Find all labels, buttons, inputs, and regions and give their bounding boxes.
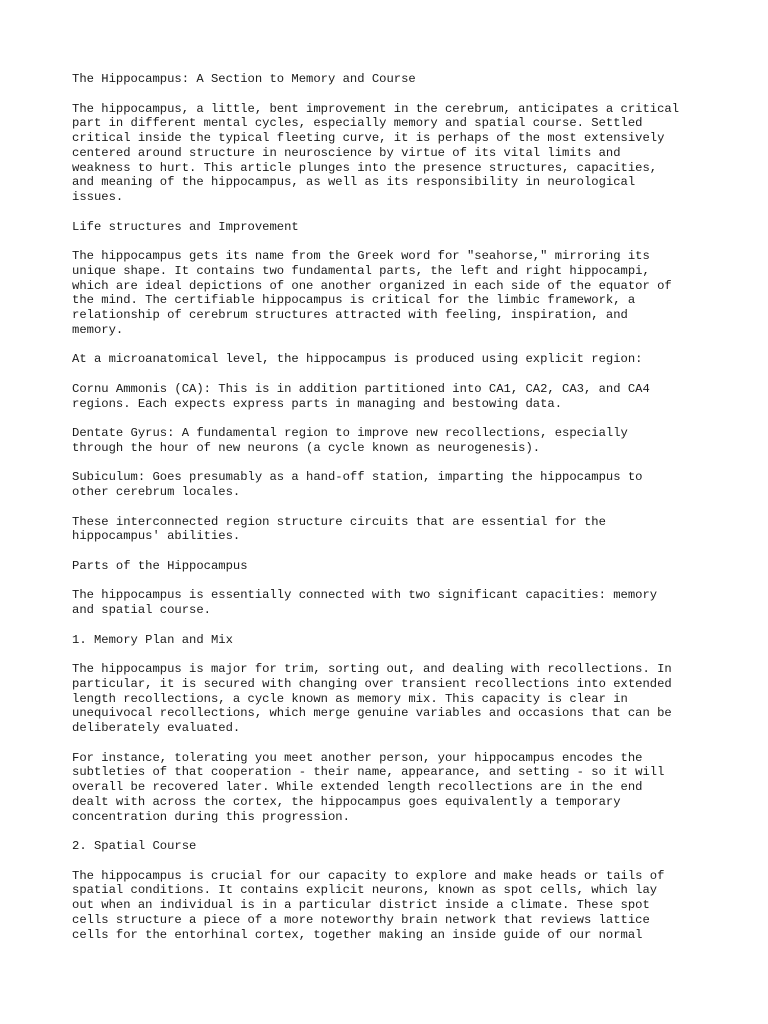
- cornu-ammonis-paragraph: Cornu Ammonis (CA): This is in addition partitioned into CA1, CA2, CA3, and CA4 regions. Each expects express parts in managing and bestowing data.: [72, 381, 650, 411]
- microanatomy-paragraph: At a microanatomical level, the hippocampus is produced using explicit region:: [72, 352, 643, 367]
- spatial-paragraph: The hippocampus is crucial for our capacity to explore and make heads or tails of spatial conditions. It contains explicit neurons, known as spot cells, which lay out when an individual is in a particular district inside a climate. These spot cells structure a piece of a more noteworthy brain network that reviews lattice cells for the entorhinal cortex, together making an inside guide of our normal: [72, 868, 665, 942]
- intro-paragraph: The hippocampus, a little, bent improvement in the cerebrum, anticipates a critical part in different mental cycles, especially memory and spatial course. Settled critical inside the typical fleeting curve, it is perhaps of the most extensively centered around structure in neuroscience by virtue of its vital limits and weakness to hurt. This article plunges into the presence structures, capacities, and meaning of the hippocampus, as well as its responsibility in neurological issues.: [72, 101, 680, 204]
- section-heading-life-structures: Life structures and Improvement: [72, 219, 299, 234]
- subiculum-paragraph: Subiculum: Goes presumably as a hand-off station, imparting the hippocampus to other cerebrum locales.: [72, 470, 643, 499]
- document-title: The Hippocampus: A Section to Memory and Course: [72, 72, 416, 86]
- dentate-gyrus-paragraph: Dentate Gyrus: A fundamental region to improve new recollections, especially through the hour of new neurons (a cycle known as neurogenesis).: [72, 426, 628, 455]
- document-page: [72, 72, 712, 957]
- subheading-memory: 1. Memory Plan and Mix: [72, 632, 233, 647]
- capacities-paragraph: The hippocampus is essentially connected with two significant capacities: memory and spatial course.: [72, 588, 658, 617]
- seahorse-paragraph: The hippocampus gets its name from the Greek word for "seahorse," mirroring its unique shape. It contains two fundamental parts, the left and right hippocampi, which are ideal depictions of one another organized in each side of the equator of the mind. The certifiable hippocampus is critical for the limbic framework, a relationship of cerebrum structures attracted with feeling, inspiration, and memory.: [72, 249, 672, 337]
- section-heading-parts: Parts of the Hippocampus: [72, 558, 248, 573]
- memory-paragraph: The hippocampus is major for trim, sorting out, and dealing with recollections. In particular, it is secured with changing over transient recollections into extended length recollections, a cycle known as memory mix. This capacity is clear in unequivocal recollections, which merge genuine variables and occasions that can be deliberately evaluated.: [72, 662, 672, 735]
- example-paragraph: For instance, tolerating you meet another person, your hippocampus encodes the subtleties of that cooperation - their name, appearance, and setting - so it will overall be recovered later. While extended length recollections are in the end dealt with across the cortex, the hippocampus goes equivalently a temporary concentration during this progression.: [72, 750, 665, 824]
- circuits-paragraph: These interconnected region structure circuits that are essential for the hippocampus' abilities.: [72, 514, 606, 544]
- subheading-spatial: 2. Spatial Course: [72, 839, 197, 853]
